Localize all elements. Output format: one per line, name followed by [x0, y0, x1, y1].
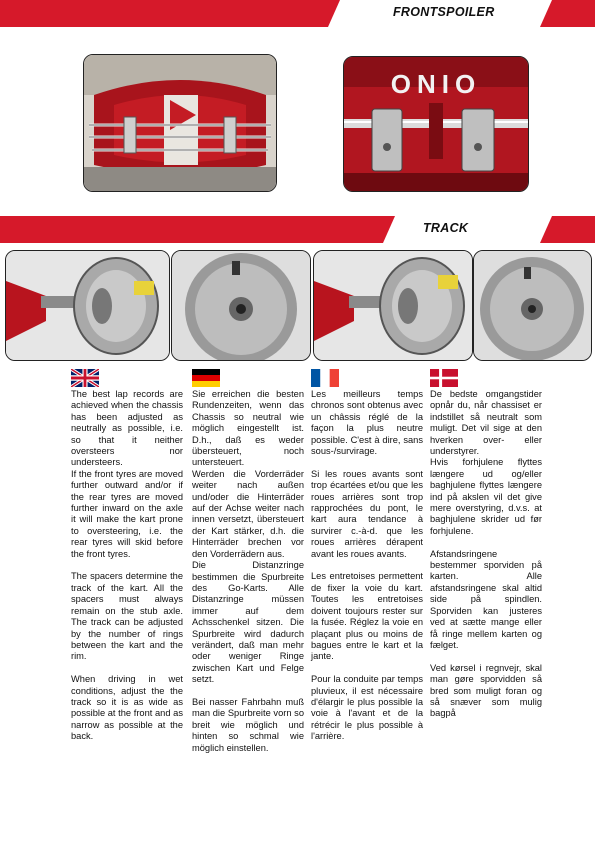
english-paragraph: The spacers determine the track of the kart. All the spacers must always remain on the stub axle. The track can be adjusted by the number of rings between the kart and the rim.	[71, 571, 183, 662]
danish-flag-icon	[430, 369, 458, 387]
french-paragraph: Les meilleurs temps chronos sont obtenus avec un châssis réglé de la façon la plus neutre possible. C'est à dire, sans sous-/survirage.	[311, 389, 423, 457]
french-column	[311, 389, 423, 754]
wheel-hub-photo-1	[5, 250, 170, 361]
danish-column	[430, 389, 542, 731]
french-paragraph: Les entretoises permettent de fixer la voie du kart. Toutes les entretoises doivent toujours rester sur la fusée. Réglez la voie en plaçant plus ou moins de bagues entre le kart et la jante.	[311, 571, 423, 662]
german-flag-icon	[192, 369, 220, 387]
danish-paragraph: Ved kørsel i regnvejr, skal man gøre sporvidden så bred som muligt foran og så snæver som mulig bagpå	[430, 662, 542, 719]
danish-paragraph: Afstandsringene bestemmer sporviden på karten. Alle afstandsringene skal altid side på spindlen. Sporviden kan justeres ved at sætte mange eller få ringe mellem karten og fælget.	[430, 548, 542, 650]
english-paragraph: The best lap records are achieved when the chassis has been adjusted as neutrally as possible, i.e. so that it neither oversteers nor understeers. If the front tyres are moved further outward and/or if the rear tyres are moved further inward on the axle it will make the kart prone to oversteering, i.e. the rear tyres will skid before the front tyres.	[71, 389, 183, 559]
track-red-bar-left	[0, 216, 395, 243]
wheel-rim-photo-1	[171, 250, 311, 361]
wheel-rim-photo-2	[473, 250, 592, 361]
danish-paragraph: De bedste omgangstider opnår du, når chassiset er indstillet så neutralt som muligt. Det vil sige at den hverken over- eller understyrer. Hvis forhjulene flyttes længere ud og/eller baghjulene flyttes længere ind på akslen vil det give mere overstyring, d.v.s. at baghjulene skrider ud før forhjulene.	[430, 389, 542, 536]
french-paragraph: Si les roues avants sont trop écartées et/ou que les roues arrières sont trop rapprochées du pont, le kart aura tendance à survirer c.-à-d. que les roues arrières dérapent avant les roues avants.	[311, 468, 423, 559]
header-red-bar-right	[540, 0, 595, 27]
dino-logo-lettering: ONIO	[390, 69, 482, 99]
frontspoiler-header-band	[0, 0, 595, 27]
spoiler-mount-closeup-photo	[343, 56, 529, 192]
frontspoiler-title: FRONTSPOILER	[393, 5, 495, 19]
track-header-band	[0, 216, 595, 243]
french-paragraph: Pour la conduite par temps pluvieux, il est nécessaire d'élargir le plus possible la voie à l'avant et de la rétrécir le plus possible à l'arrière.	[311, 674, 423, 742]
kart-front-spoiler-photo	[83, 54, 277, 192]
track-red-bar-right	[540, 216, 595, 243]
track-title: TRACK	[423, 221, 469, 235]
french-flag-icon	[311, 369, 339, 387]
german-paragraph: Bei nasser Fahrbahn muß man die Spurbreite vorn so breit wie möglich und hinten so schmal wie möglich einstellen.	[192, 696, 304, 753]
german-column	[192, 389, 304, 765]
uk-flag-icon	[71, 369, 99, 387]
german-paragraph: Sie erreichen die besten Rundenzeiten, wenn das Chassis so neutral wie möglich eingestellt ist. D.h., daß es weder übersteuert, noch untersteuert. Werden die Vorderräder weiter nach außen und/oder die Hinterräder auf der Achse weiter nach innen versetzt, übersteuert der Kart stärker, d.h. die Hinterräder brechen vor den Vorderrädern aus. Die Distanzringe bestimmen die Spurbreite des Go-Karts. Alle Distanzringe müssen immer auf dem Achsschenkel sitzen. Die Spurbreite wird dadurch verändert, daß man mehr oder weniger Ringe zwischen Kart und Felge setzt.	[192, 389, 304, 685]
wheel-hub-photo-2	[313, 250, 473, 361]
header-red-bar-left	[0, 0, 340, 27]
english-column	[71, 389, 183, 754]
english-paragraph: When driving in wet conditions, adjust the the track so it is as wide as possible at the front and as narrow as possible at the back.	[71, 674, 183, 742]
